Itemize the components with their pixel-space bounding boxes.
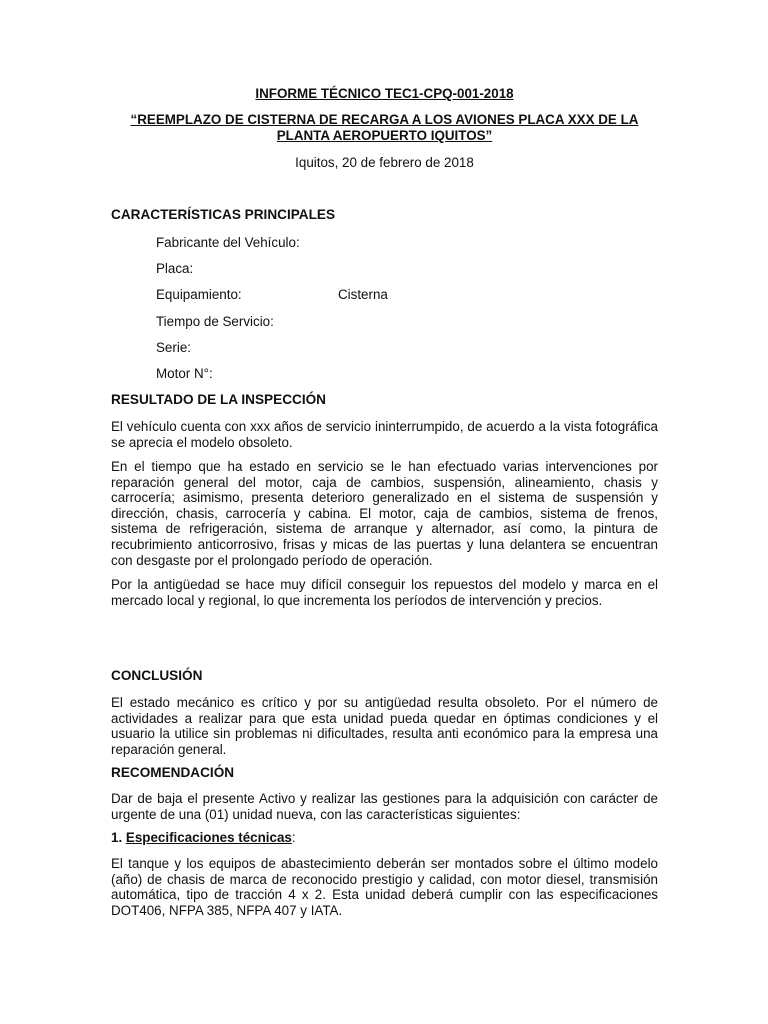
conclusion-heading: CONCLUSIÓN (111, 668, 203, 683)
field-label-equipment: Equipamiento: (156, 287, 242, 302)
spec-heading (111, 830, 658, 846)
inspection-paragraph-3: Por la antigüedad se hace muy difícil conseguir los repuestos del modelo y marca en el mercado local y regional, lo que incrementa los períodos de intervención y precios. (111, 577, 658, 608)
field-label-manufacturer: Fabricante del Vehículo: (156, 235, 300, 250)
place-date: Iquitos, 20 de febrero de 2018 (295, 155, 474, 170)
field-value-equipment: Cisterna (338, 287, 388, 302)
field-label-serial: Serie: (156, 340, 191, 355)
spec-number: 1. (111, 830, 126, 845)
field-label-engine-number: Motor N°: (156, 366, 213, 381)
recommendation-heading: RECOMENDACIÓN (111, 765, 235, 780)
inspection-heading: RESULTADO DE LA INSPECCIÓN (111, 392, 326, 407)
report-subject-line-1: “REEMPLAZO DE CISTERNA DE RECARGA A LOS AVIONES PLACA XXX DE LA (130, 112, 639, 127)
features-heading: CARACTERÍSTICAS PRINCIPALES (111, 207, 336, 222)
recommendation-paragraph: Dar de baja el presente Activo y realizar las gestiones para la adquisición con carácter de urgente de una (01) unidad nueva, con las características siguientes: (111, 791, 658, 822)
spec-colon: : (291, 830, 296, 845)
field-label-plate: Placa: (156, 261, 194, 276)
field-label-service-time: Tiempo de Servicio: (156, 314, 274, 329)
inspection-paragraph-2: En el tiempo que ha estado en servicio se le han efectuado varias intervenciones por reparación general del motor, caja de cambios, suspensión, alineamiento, chasis y carrocería; asimismo, presenta deterioro generalizado en el sistema de suspensión y dirección, chasis, carrocería y cabina. El motor, caja de cambios, sistema de frenos, sistema de refrigeración, sistema de arranque y alternador, así como, la pintura de recubrimiento anticorrosivo, frisas y micas de las puertas y luna delantera se encuentran con desgaste por el prolongado período de operación. (111, 459, 658, 568)
conclusion-paragraph: El estado mecánico es crítico y por su antigüedad resulta obsoleto. Por el número de actividades a realizar para que esta unidad pueda quedar en óptimas condiciones y el usuario la utilice sin problemas ni dificultades, resulta anti económico para la empresa una reparación general. (111, 695, 658, 757)
report-subject-line-2: PLANTA AEROPUERTO IQUITOS” (276, 128, 493, 143)
spec-paragraph: El tanque y los equipos de abastecimiento deberán ser montados sobre el último modelo (año) de chasis de marca de reconocido prestigio y calidad, con motor diesel, transmisión automática, tipo de tracción 4 x 2. Esta unidad deberá cumplir con las especificaciones DOT406, NFPA 385, NFPA 407 y IATA. (111, 856, 658, 918)
report-code: INFORME TÉCNICO TEC1-CPQ-001-2018 (255, 86, 514, 101)
inspection-paragraph-1: El vehículo cuenta con xxx años de servicio ininterrumpido, de acuerdo a la vista fotográfica se aprecia el modelo obsoleto. (111, 419, 658, 450)
spec-title: Especificaciones técnicas (125, 830, 292, 845)
